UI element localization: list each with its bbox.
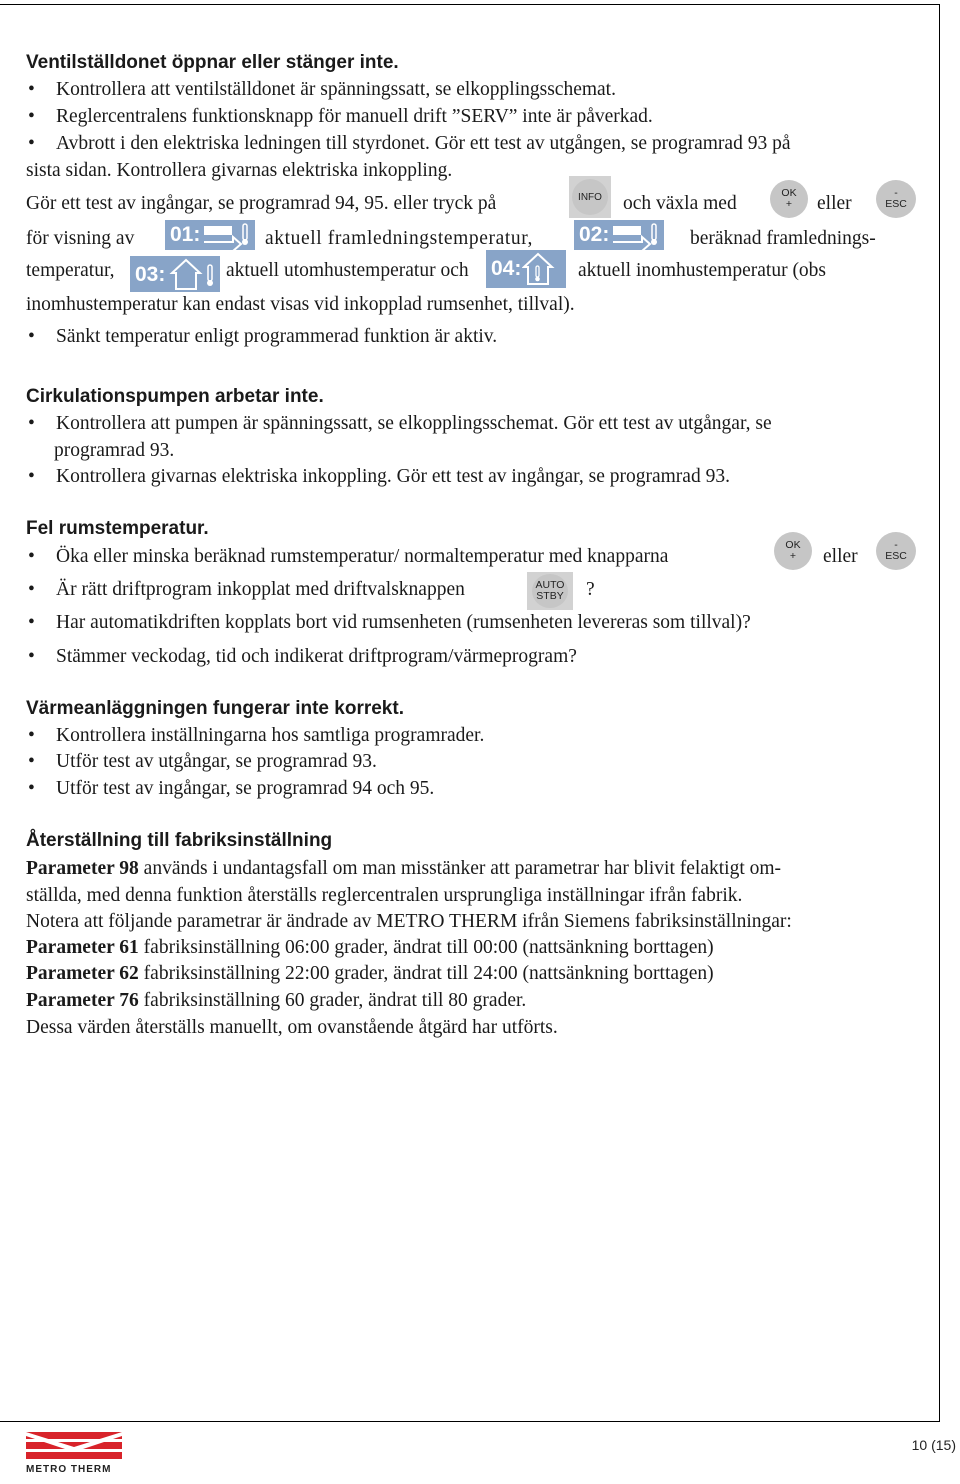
esc-label: ESC [885,198,907,210]
minus-esc-button-icon [876,532,916,570]
valve-bullet-3-line-3b: och växla med [623,193,737,214]
reset-parameter-76 [26,990,526,1012]
stby-label: STBY [536,590,564,602]
reset-parameter-61 [26,937,714,959]
reset-paragraph-3: Dessa värden återställs manuellt, om ovanstående åtgärd har utförts. [26,1017,558,1038]
valve-bullet-3-line-4c: beräknad framlednings- [690,228,876,249]
bullet: • [28,413,35,434]
valve-bullet-3-line-3a: Gör ett test av ingångar, se programrad 94, 95. eller tryck på [26,193,497,214]
display-icon-number: 02: [579,223,610,246]
calculated-flow-temperature-icon [612,220,664,250]
parameter-62-text: fabriksinställning 22:00 grader, ändrat till 24:00 (nattsänkning borttagen) [138,963,714,984]
bullet: • [28,725,35,746]
pump-bullet-2: Kontrollera givarnas elektriska inkoppling. Gör ett test av ingångar, se programrad 93. [56,466,730,487]
logo-text: METRO THERM [26,1464,112,1475]
valve-bullet-3-line-6: inomhustemperatur kan endast visas vid inkopplad rumsenhet, tillval). [26,294,575,315]
page-number: 10 (15) [911,1437,956,1453]
parameter-98-text: används i undantagsfall om man misstänker att parametrar har blivit felaktigt om- [138,858,782,879]
parameter-76-label: Parameter 76 [26,990,139,1011]
plus-label: + [785,198,793,210]
esc-label: ESC [885,550,907,562]
valve-bullet-3-line-1: Avbrott i den elektriska ledningen till styrdonet. Gör ett test av utgången, se programrad 93 på [56,133,791,154]
valve-bullet-3-line-5b: aktuell utomhustemperatur och [226,260,469,281]
heading-factory-reset: Återställning till fabriksinställning [26,830,333,851]
bullet: • [28,133,35,154]
bullet: • [28,646,35,667]
reset-parameter-62 [26,963,714,985]
ok-label: OK [785,539,801,551]
valve-bullet-4: Sänkt temperatur enligt programmerad funktion är aktiv. [56,326,498,347]
valve-bullet-3-line-2: sista sidan. Kontrollera givarnas elektriska inkoppling. [26,160,453,181]
pump-bullet-1-line-2: programrad 93. [54,440,175,461]
valve-bullet-3-line-5a: temperatur, [26,260,115,281]
display-icon-01 [165,220,255,250]
valve-bullet-1: Kontrollera att ventilställdonet är spänningssatt, se elkopplingsschemat. [56,79,616,100]
parameter-76-text: fabriksinställning 60 grader, ändrat till 80 grader. [138,990,527,1011]
valve-bullet-2: Reglercentralens funktionsknapp för manuell drift ”SERV” inte är påverkad. [56,106,653,127]
bullet: • [28,751,35,772]
metro-therm-logo [26,1432,126,1475]
minus-label: - [894,539,898,551]
reset-paragraph-2: Notera att följande parametrar är ändrade av METRO THERM ifrån Siemens fabriksinställningar: [26,911,792,932]
info-button-label: INFO [572,179,608,215]
heading-valve: Ventilställdonet öppnar eller stänger inte. [26,52,399,73]
auto-label: AUTO [535,579,565,591]
bullet: • [28,106,35,127]
room-bullet-1a: Öka eller minska beräknad rumstemperatur/ normaltemperatur med knapparna [56,546,669,567]
display-icon-04 [486,250,566,288]
bullet: • [28,612,35,633]
valve-bullet-3-line-5c: aktuell inomhustemperatur (obs [578,260,827,281]
ok-plus-button-icon [770,180,808,218]
heading-room-temperature: Fel rumstemperatur. [26,518,209,539]
pump-bullet-1-line-1: Kontrollera att pumpen är spänningssatt, se elkopplingsschemat. Gör ett test av utgångar, se [56,413,772,434]
display-icon-number: 01: [170,223,201,246]
display-icon-03 [130,256,220,292]
room-bullet-2b: ? [586,579,595,600]
outdoor-temperature-icon [168,256,220,292]
bullet: • [28,326,35,347]
valve-bullet-3-line-4a: för visning av [26,228,135,249]
metro-therm-logo-mark [26,1432,126,1460]
room-bullet-3: Har automatikdriften kopplats bort vid rumsenheten (rumsenheten levereras som tillval)? [56,612,751,633]
indoor-temperature-icon [522,250,566,288]
display-icon-number: 03: [135,263,166,286]
valve-bullet-3-line-4b: aktuell framledningstemperatur, [265,228,533,249]
info-button-icon [569,176,611,218]
minus-esc-button-icon [876,180,916,218]
display-icon-02 [574,220,664,250]
room-bullet-1b: eller [823,546,858,567]
minus-label: - [894,187,898,199]
room-bullet-4: Stämmer veckodag, tid och indikerat driftprogram/värmeprogram? [56,646,577,667]
plant-bullet-2: Utför test av utgångar, se programrad 93. [56,751,377,772]
bullet: • [28,466,35,487]
bullet: • [28,778,35,799]
valve-bullet-3-line-3c: eller [817,193,852,214]
plant-bullet-1: Kontrollera inställningarna hos samtliga programrader. [56,725,485,746]
ok-label: OK [781,187,797,199]
parameter-61-label: Parameter 61 [26,937,139,958]
bullet: • [28,79,35,100]
display-icon-number: 04: [491,257,522,280]
auto-stby-button-face [532,574,568,608]
parameter-98-label: Parameter 98 [26,858,139,879]
bullet: • [28,546,35,567]
heading-pump: Cirkulationspumpen arbetar inte. [26,386,324,407]
room-bullet-2a: Är rätt driftprogram inkopplat med driftvalsknappen [56,579,465,600]
bullet: • [28,579,35,600]
parameter-62-label: Parameter 62 [26,963,139,984]
heading-heating-plant: Värmeanläggningen fungerar inte korrekt. [26,698,404,719]
plus-label: + [789,550,797,562]
reset-paragraph-1-line-2: ställda, med denna funktion återställs reglercentralen ursprungliga inställningar ifrån fabrik. [26,885,743,906]
flow-temperature-icon [203,220,255,250]
plant-bullet-3: Utför test av ingångar, se programrad 94 och 95. [56,778,435,799]
reset-paragraph-1-line-1 [26,858,781,880]
parameter-61-text: fabriksinställning 06:00 grader, ändrat till 00:00 (nattsänkning borttagen) [138,937,714,958]
auto-stby-button-icon [527,572,573,610]
ok-plus-button-icon [774,532,812,570]
